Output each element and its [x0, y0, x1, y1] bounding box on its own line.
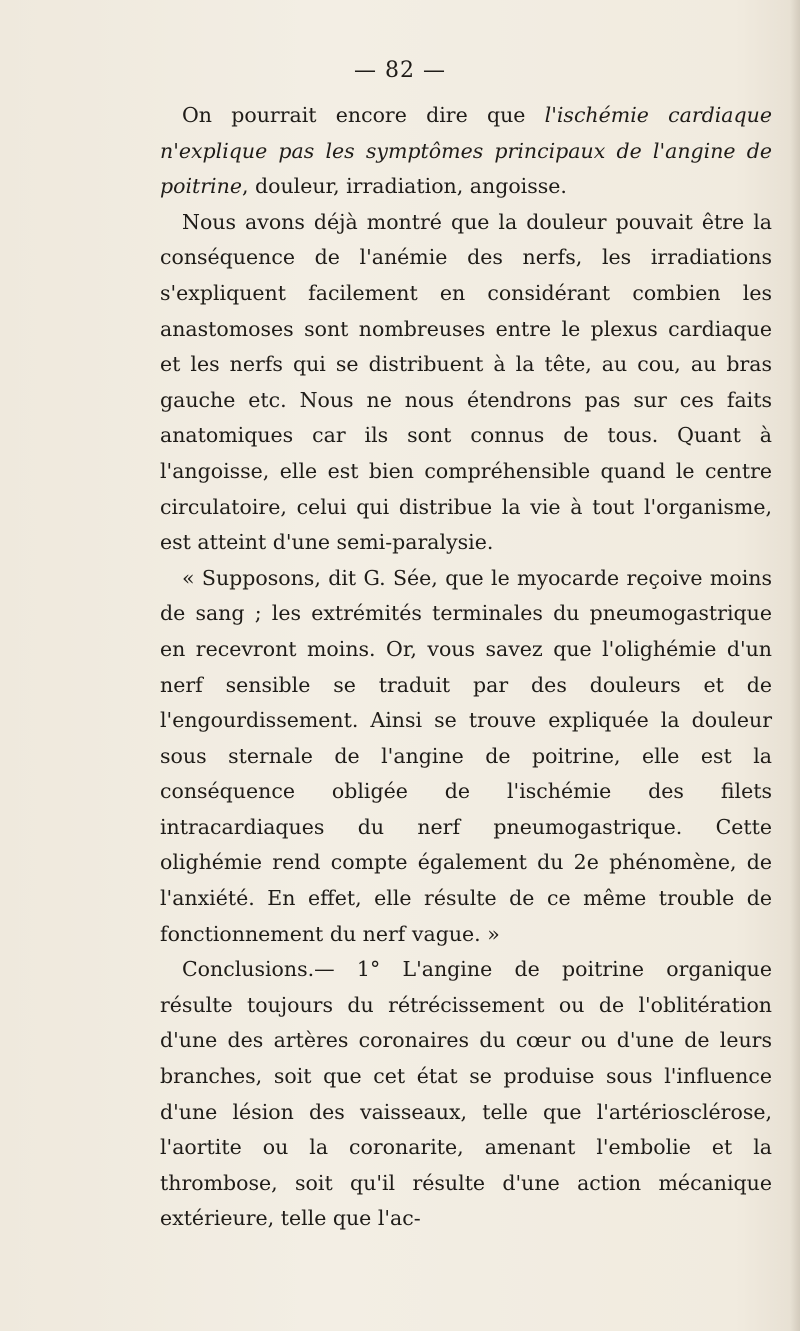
- page-number: — 82 —: [354, 58, 446, 83]
- body-text: [160, 98, 772, 1237]
- paragraph-1: [160, 98, 772, 205]
- page-edge-shadow: [790, 0, 800, 1331]
- paragraph-3: « Supposons, dit G. Sée, que le myocarde reçoive moins de sang ; les extrémités terminales du pneumogastrique en recevront moins. Or, vous savez que l'olighémie d'un nerf sensible se traduit par des douleurs et de l'engourdissement. Ainsi se trouve expliquée la douleur sous sternale de l'angine de poitrine, elle est la conséquence obligée de l'ischémie des filets intracardiaques du nerf pneumogastrique. Cette olighémie rend compte également du 2e phénomène, de l'anxiété. En effet, elle résulte de ce même trouble de fonctionnement du nerf vague. »: [160, 565, 772, 946]
- paragraph-4: Conclusions.— 1° L'angine de poitrine organique résulte toujours du rétrécissement ou de l'oblitération d'une des artères coronaires du cœur ou d'une de leurs branches, soit que cet état se produise sous l'influence d'une lésion des vaisseaux, telle que l'artériosclérose, l'aortite ou la coronarite, amenant l'embolie et la thrombose, soit qu'il résulte d'une action mécanique extérieure, telle que l'ac-: [160, 957, 772, 1231]
- paragraph-1-rest: , douleur, irradiation, angoisse.: [241, 174, 567, 199]
- paragraph-1-emphasis: l'ischémie cardiaque n'explique pas les symptômes principaux de l'angine de poitrine: [160, 103, 772, 199]
- paragraph-2: Nous avons déjà montré que la douleur pouvait être la conséquence de l'anémie des nerfs, les irradiations s'expliquent facilement en considérant combien les anastomoses sont nombreuses entre le plexus cardiaque et les nerfs qui se distribuent à la tête, au cou, au bras gauche etc. Nous ne nous étendrons pas sur ces faits anatomiques car ils sont connus de tous. Quant à l'angoisse, elle est bien compréhensible quand le centre circulatoire, celui qui distribue la vie à tout l'organisme, est atteint d'une semi-paralysie.: [160, 209, 772, 555]
- paragraph-1-intro: On pourrait encore dire que: [182, 103, 545, 127]
